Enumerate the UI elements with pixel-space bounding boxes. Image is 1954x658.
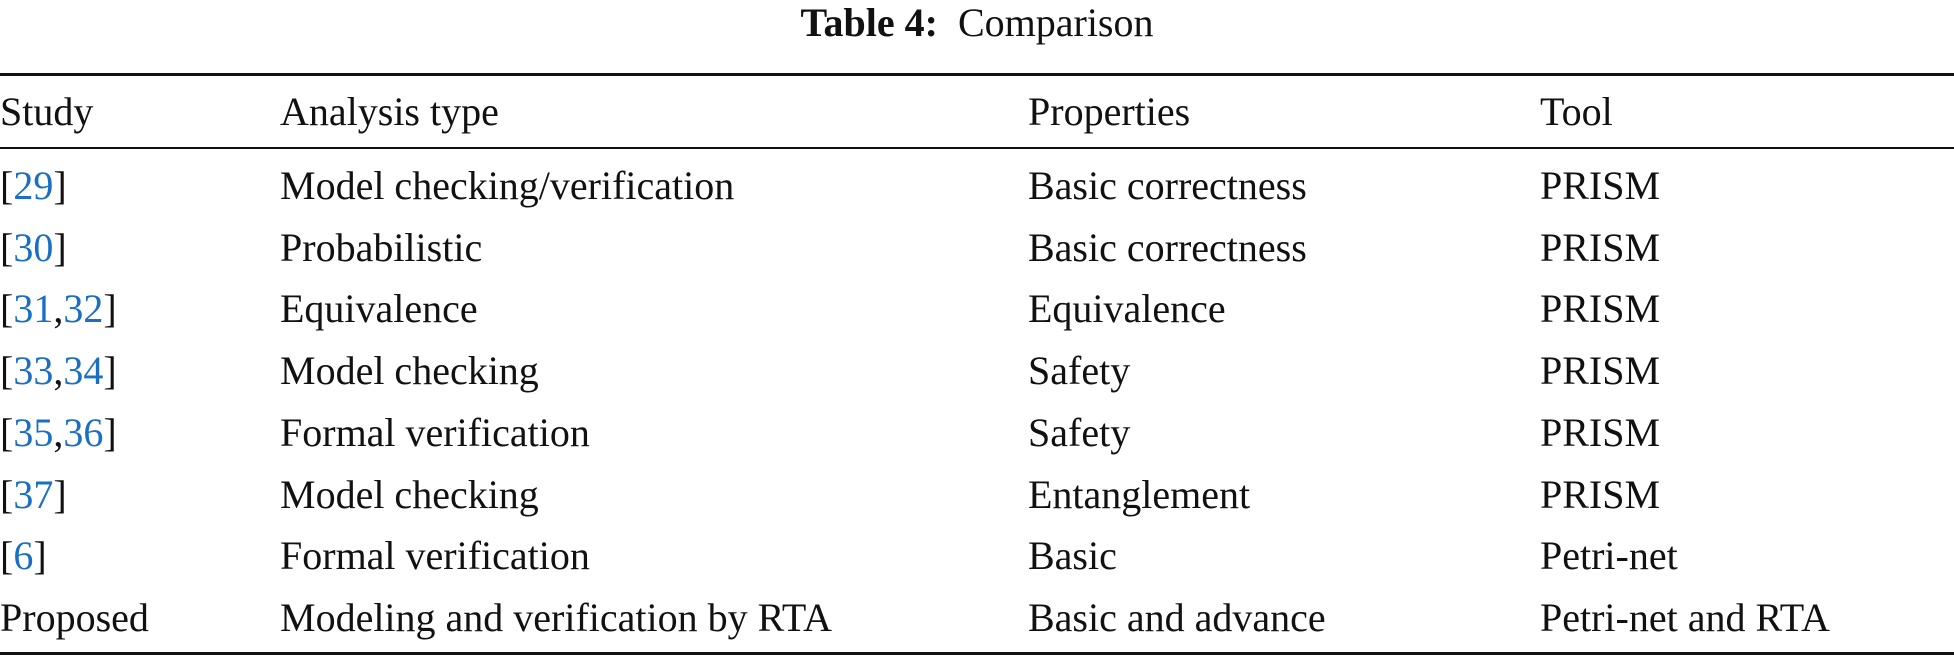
cell-study: [0, 220, 67, 276]
cell-analysis-type: Model checking: [280, 348, 539, 393]
citation-bracket-open: [: [0, 410, 14, 455]
cell-properties: Basic and advance: [1028, 595, 1326, 640]
table-title: Comparison: [957, 0, 1154, 45]
cell-analysis-type: Formal verification: [280, 410, 590, 455]
cell-study: [0, 467, 67, 523]
citation-link[interactable]: 33: [13, 348, 54, 393]
cell-analysis-type: Modeling and verification by RTA: [280, 595, 833, 640]
cell-study: [0, 343, 117, 399]
cell-tool: PRISM: [1540, 348, 1661, 393]
cell-tool: PRISM: [1540, 472, 1661, 517]
citation-bracket-open: [: [0, 163, 14, 208]
cell-properties: Equivalence: [1028, 286, 1226, 331]
citation-bracket-close: ]: [103, 348, 117, 393]
citation-separator: ,: [53, 348, 64, 393]
cell-properties: Basic: [1028, 533, 1117, 578]
table-row: [0, 158, 1954, 214]
table-row: [0, 281, 1954, 337]
cell-study: [0, 528, 47, 584]
header-tool: Tool: [1540, 89, 1613, 134]
cell-properties: Basic correctness: [1028, 225, 1307, 270]
cell-study: [0, 405, 117, 461]
header-analysis-type: Analysis type: [280, 89, 499, 134]
citation-bracket-open: [: [0, 225, 14, 270]
citation-bracket-open: [: [0, 348, 14, 393]
bottom-rule: [0, 652, 1954, 655]
citation-bracket-close: ]: [53, 163, 67, 208]
citation-bracket-open: [: [0, 286, 14, 331]
cell-properties: Safety: [1028, 348, 1131, 393]
header-rule: [0, 147, 1954, 149]
cell-analysis-type: Formal verification: [280, 533, 590, 578]
citation-link[interactable]: 36: [63, 410, 104, 455]
cell-analysis-type: Equivalence: [280, 286, 478, 331]
citation-link[interactable]: 37: [13, 472, 54, 517]
cell-analysis-type: Model checking: [280, 472, 539, 517]
table-row: [0, 405, 1954, 461]
cell-study: [0, 281, 117, 337]
table-row: [0, 343, 1954, 399]
citation-separator: ,: [53, 410, 64, 455]
citation-bracket-close: ]: [103, 286, 117, 331]
citation-link[interactable]: 35: [13, 410, 54, 455]
cell-analysis-type: Model checking/verification: [280, 163, 735, 208]
cell-tool: Petri-net: [1540, 533, 1678, 578]
table-number: Table 4:: [800, 0, 938, 45]
header-properties: Properties: [1028, 89, 1191, 134]
cell-properties: Entanglement: [1028, 472, 1251, 517]
citation-bracket-close: ]: [53, 225, 67, 270]
cell-properties: Safety: [1028, 410, 1131, 455]
citation-bracket-open: [: [0, 472, 14, 517]
cell-study: Proposed: [0, 595, 149, 640]
header-study: Study: [0, 89, 94, 134]
citation-separator: ,: [53, 286, 64, 331]
table-row: [0, 528, 1954, 584]
citation-link[interactable]: 30: [13, 225, 54, 270]
cell-tool: Petri-net and RTA: [1540, 595, 1830, 640]
citation-link[interactable]: 32: [63, 286, 104, 331]
top-rule: [0, 73, 1954, 76]
table-row: [0, 590, 1954, 646]
cell-tool: PRISM: [1540, 410, 1661, 455]
citation-link[interactable]: 29: [13, 163, 54, 208]
table-row: [0, 220, 1954, 276]
citation-link[interactable]: 34: [63, 348, 104, 393]
cell-analysis-type: Probabilistic: [280, 225, 483, 270]
table-header-row: [0, 84, 1954, 140]
table-row: [0, 467, 1954, 523]
citation-link[interactable]: 31: [13, 286, 54, 331]
cell-study: [0, 158, 67, 214]
cell-tool: PRISM: [1540, 163, 1661, 208]
cell-tool: PRISM: [1540, 286, 1661, 331]
table-caption: [0, 0, 1954, 50]
citation-bracket-close: ]: [53, 472, 67, 517]
cell-properties: Basic correctness: [1028, 163, 1307, 208]
citation-bracket-open: [: [0, 533, 14, 578]
citation-bracket-close: ]: [103, 410, 117, 455]
cell-tool: PRISM: [1540, 225, 1661, 270]
citation-link[interactable]: 6: [13, 533, 34, 578]
citation-bracket-close: ]: [33, 533, 47, 578]
